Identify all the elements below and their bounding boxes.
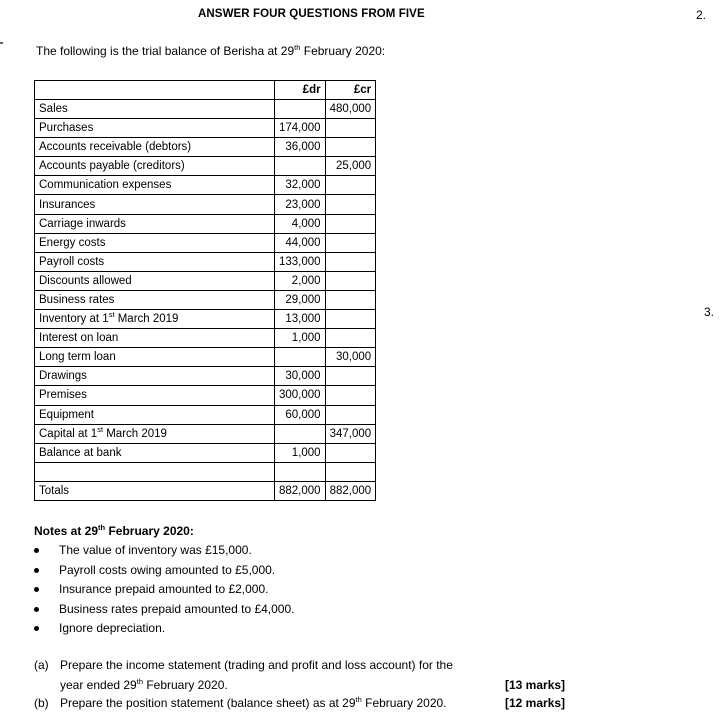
row-label <box>35 329 275 348</box>
row-cr <box>325 119 376 138</box>
question-a-letter: (a) <box>34 658 49 672</box>
row-dr <box>275 424 326 443</box>
table-row <box>35 271 376 290</box>
row-label-sup: st <box>97 424 104 434</box>
table-row <box>35 119 376 138</box>
row-label <box>35 233 275 252</box>
row-label-text: Energy costs <box>39 236 106 249</box>
table-row <box>35 405 376 424</box>
row-label-text: Inventory at 1 <box>39 313 109 326</box>
row-label-sup: st <box>108 310 115 320</box>
question-a-line2 <box>60 678 228 692</box>
row-label <box>35 405 275 424</box>
notes-title-sup: th <box>98 523 106 532</box>
row-cr <box>325 310 376 329</box>
row-label <box>35 310 275 329</box>
table-row <box>35 424 376 443</box>
header-cr: £cr <box>325 81 376 100</box>
totals-dr: 882,000 <box>275 481 326 500</box>
row-label-text: Interest on loan <box>39 332 119 345</box>
row-cr <box>325 252 376 271</box>
row-dr: 4,000 <box>275 214 326 233</box>
row-label <box>35 214 275 233</box>
list-item <box>34 561 295 581</box>
row-label-suffix: March 2019 <box>103 427 167 440</box>
row-label-text: Communication expenses <box>39 179 172 192</box>
notes-title-suffix: February 2020: <box>105 524 194 538</box>
bullet-icon <box>34 600 40 606</box>
row-dr: 2,000 <box>275 271 326 290</box>
row-label-text: Discounts allowed <box>39 274 132 287</box>
page-heading: ANSWER FOUR QUESTIONS FROM FIVE <box>198 8 425 20</box>
row-label-text: Capital at 1 <box>39 427 98 440</box>
question-b-line1 <box>60 696 447 710</box>
table-row <box>35 310 376 329</box>
bullet-icon <box>34 580 40 586</box>
question-a-line1: Prepare the income statement (trading and profit and loss account) for the <box>60 658 453 672</box>
notes-title <box>34 524 194 538</box>
row-label-text: Purchases <box>39 122 94 135</box>
row-cr <box>325 443 376 462</box>
list-item <box>34 600 295 620</box>
question-b-line1-suffix: February 2020. <box>361 696 447 710</box>
blank-row <box>35 462 376 481</box>
row-cr: 480,000 <box>325 100 376 119</box>
bullet-icon <box>34 619 40 625</box>
intro-prefix: The following is the trial balance of Berisha at 29 <box>36 44 295 58</box>
row-label-text: Carriage inwards <box>39 217 126 230</box>
table-row <box>35 348 376 367</box>
table-row <box>35 443 376 462</box>
row-cr <box>325 138 376 157</box>
header-label-cell <box>35 81 275 100</box>
row-label-text: Sales <box>39 103 68 116</box>
table-row <box>35 329 376 348</box>
row-label-text: Premises <box>39 389 87 402</box>
notes-title-prefix: Notes at 29 <box>34 524 99 538</box>
blank-cell <box>35 462 275 481</box>
question-a-line2-suffix: February 2020. <box>143 678 228 692</box>
note-text: Ignore depreciation. <box>59 621 166 636</box>
bullet-icon <box>34 541 40 547</box>
row-cr <box>325 176 376 195</box>
table-row <box>35 252 376 271</box>
note-text: The value of inventory was £15,000. <box>59 543 252 557</box>
row-label-text: Equipment <box>39 408 94 421</box>
margin-mark <box>0 42 3 44</box>
row-dr: 300,000 <box>275 386 326 405</box>
question-b-letter: (b) <box>34 696 49 710</box>
row-label <box>35 424 275 443</box>
row-dr <box>275 100 326 119</box>
margin-question-number: 3. <box>704 305 715 319</box>
table-row <box>35 386 376 405</box>
intro-suffix: February 2020: <box>300 44 386 58</box>
table-row <box>35 138 376 157</box>
row-label-text: Insurances <box>39 198 96 211</box>
row-label-text: Payroll costs <box>39 255 105 268</box>
row-label <box>35 367 275 386</box>
row-dr: 36,000 <box>275 138 326 157</box>
row-cr <box>325 386 376 405</box>
row-dr: 133,000 <box>275 252 326 271</box>
table-row <box>35 176 376 195</box>
page-number: 2. <box>696 8 707 22</box>
row-label-text: Drawings <box>39 370 87 383</box>
table-row <box>35 157 376 176</box>
blank-cell <box>275 462 326 481</box>
row-label <box>35 176 275 195</box>
row-label <box>35 443 275 462</box>
row-dr: 23,000 <box>275 195 326 214</box>
row-label <box>35 195 275 214</box>
row-label <box>35 348 275 367</box>
row-cr <box>325 290 376 309</box>
notes-list <box>34 541 295 639</box>
row-label-text: Business rates <box>39 293 115 306</box>
question-b-line1-prefix: Prepare the position statement (balance sheet) as at 29 <box>60 696 356 710</box>
row-label <box>35 271 275 290</box>
table-header-row <box>35 81 376 100</box>
totals-row <box>35 481 376 500</box>
row-dr: 13,000 <box>275 310 326 329</box>
question-a-line2-sup: th <box>136 677 143 686</box>
row-dr <box>275 348 326 367</box>
row-cr: 30,000 <box>325 348 376 367</box>
list-item <box>34 619 295 639</box>
table-row <box>35 214 376 233</box>
row-label <box>35 386 275 405</box>
row-label-text: Accounts payable (creditors) <box>39 160 185 173</box>
question-b-line1-sup: th <box>355 695 362 704</box>
row-dr: 44,000 <box>275 233 326 252</box>
totals-cr: 882,000 <box>325 481 376 500</box>
row-dr <box>275 157 326 176</box>
row-label-text: Accounts receivable (debtors) <box>39 141 192 154</box>
row-dr: 32,000 <box>275 176 326 195</box>
row-cr: 347,000 <box>325 424 376 443</box>
intro-sup: th <box>294 43 301 52</box>
row-cr <box>325 367 376 386</box>
list-item <box>34 580 295 600</box>
trial-balance-table <box>34 80 376 501</box>
row-cr <box>325 233 376 252</box>
question-b-marks: [12 marks] <box>505 696 566 710</box>
totals-label: Totals <box>35 481 275 500</box>
table-row <box>35 290 376 309</box>
blank-cell <box>325 462 376 481</box>
list-item <box>34 541 295 561</box>
row-cr <box>325 271 376 290</box>
question-intro <box>36 44 385 58</box>
table-row <box>35 195 376 214</box>
row-label-text: Balance at bank <box>39 446 122 459</box>
header-dr: £dr <box>275 81 326 100</box>
row-cr <box>325 405 376 424</box>
row-dr: 1,000 <box>275 329 326 348</box>
row-cr <box>325 214 376 233</box>
row-cr: 25,000 <box>325 157 376 176</box>
row-dr: 174,000 <box>275 119 326 138</box>
table-row <box>35 100 376 119</box>
row-label-suffix: March 2019 <box>114 313 179 326</box>
note-text: Insurance prepaid amounted to £2,000. <box>59 582 269 597</box>
note-text: Payroll costs owing amounted to £5,000. <box>59 562 276 577</box>
row-cr <box>325 195 376 214</box>
row-label-text: Long term loan <box>39 351 116 364</box>
row-label <box>35 252 275 271</box>
note-text: Business rates prepaid amounted to £4,000. <box>59 601 295 616</box>
row-dr: 30,000 <box>275 367 326 386</box>
row-cr <box>325 329 376 348</box>
row-label <box>35 157 275 176</box>
row-label <box>35 290 275 309</box>
question-a-line2-prefix: year ended 29 <box>60 678 137 692</box>
row-dr: 29,000 <box>275 290 326 309</box>
question-a-marks: [13 marks] <box>505 678 566 692</box>
table-row <box>35 233 376 252</box>
row-label <box>35 100 275 119</box>
row-label <box>35 138 275 157</box>
row-label <box>35 119 275 138</box>
bullet-icon <box>34 561 40 567</box>
row-dr: 60,000 <box>275 405 326 424</box>
row-dr: 1,000 <box>275 443 326 462</box>
table-row <box>35 367 376 386</box>
